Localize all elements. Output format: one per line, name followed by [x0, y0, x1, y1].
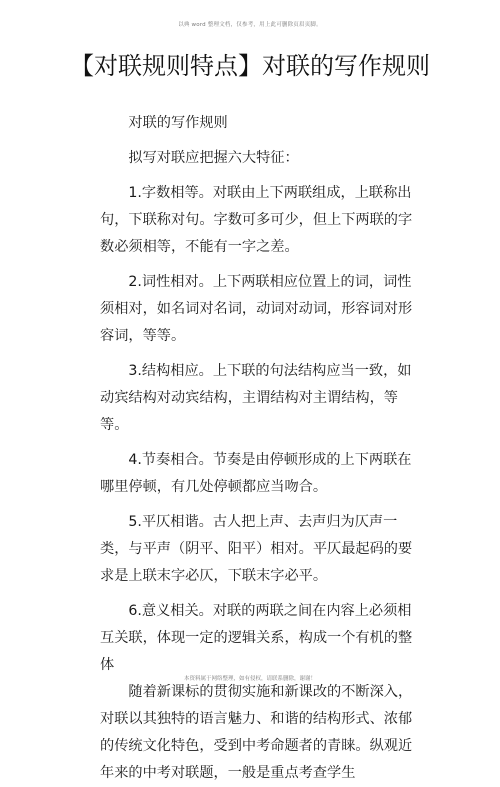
document-title: 【对联规则特点】对联的写作规则	[70, 52, 430, 80]
paragraph-rule-1: 1.字数相等。对联由上下两联组成，上联称出句，下联称对句。字数可多可少，但上下两联的字数必须相等，不能有一字之差。	[100, 185, 413, 255]
paragraph-intro: 拟写对联应把握六大特征：	[128, 150, 299, 166]
paragraph-rule-4: 4.节奏相合。节奏是由停顿形成的上下两联在哪里停顿，有几处停顿都应当吻合。	[100, 452, 412, 495]
paragraph-rule-3: 3.结构相应。上下联的句法结构应当一致，如动宾结构对动宾结构，主谓结构对主谓结构，等等。	[100, 363, 412, 433]
header-note: 以典 word 整理文档，仅参考，用上此可删除页眉页脚。	[178, 22, 322, 28]
paragraph-rule-5: 5.平仄相谐。古人把上声、去声归为仄声一类，与平声（阴平、阳平）相对。平仄最起码的要求是上联末字必仄，下联末字必平。	[100, 514, 413, 584]
paragraph-rule-6: 6.意义相关。对联的两联之间在内容上必须相互关联，体现一定的逻辑关系，构成一个有机的整体	[100, 603, 413, 673]
paragraph-subtitle: 对联的写作规则	[128, 115, 228, 131]
document-body	[100, 110, 418, 787]
paragraph-closing: 随着新课标的贯彻实施和新课改的不断深入，对联以其独特的语言魅力、和谐的结构形式、浓郁的传统文化特色，受到中考命题者的青睐。纵观近年来的中考对联题，一般是重点考查学生	[100, 684, 413, 781]
footer-note: 本资料属于网络整理，如有侵权，请联系删除，谢谢！	[183, 676, 316, 682]
paragraph-rule-2: 2.词性相对。上下两联相应位置上的词，词性须相对，如名词对名词，动词对动词，形容词对形容词，等等。	[100, 274, 413, 344]
